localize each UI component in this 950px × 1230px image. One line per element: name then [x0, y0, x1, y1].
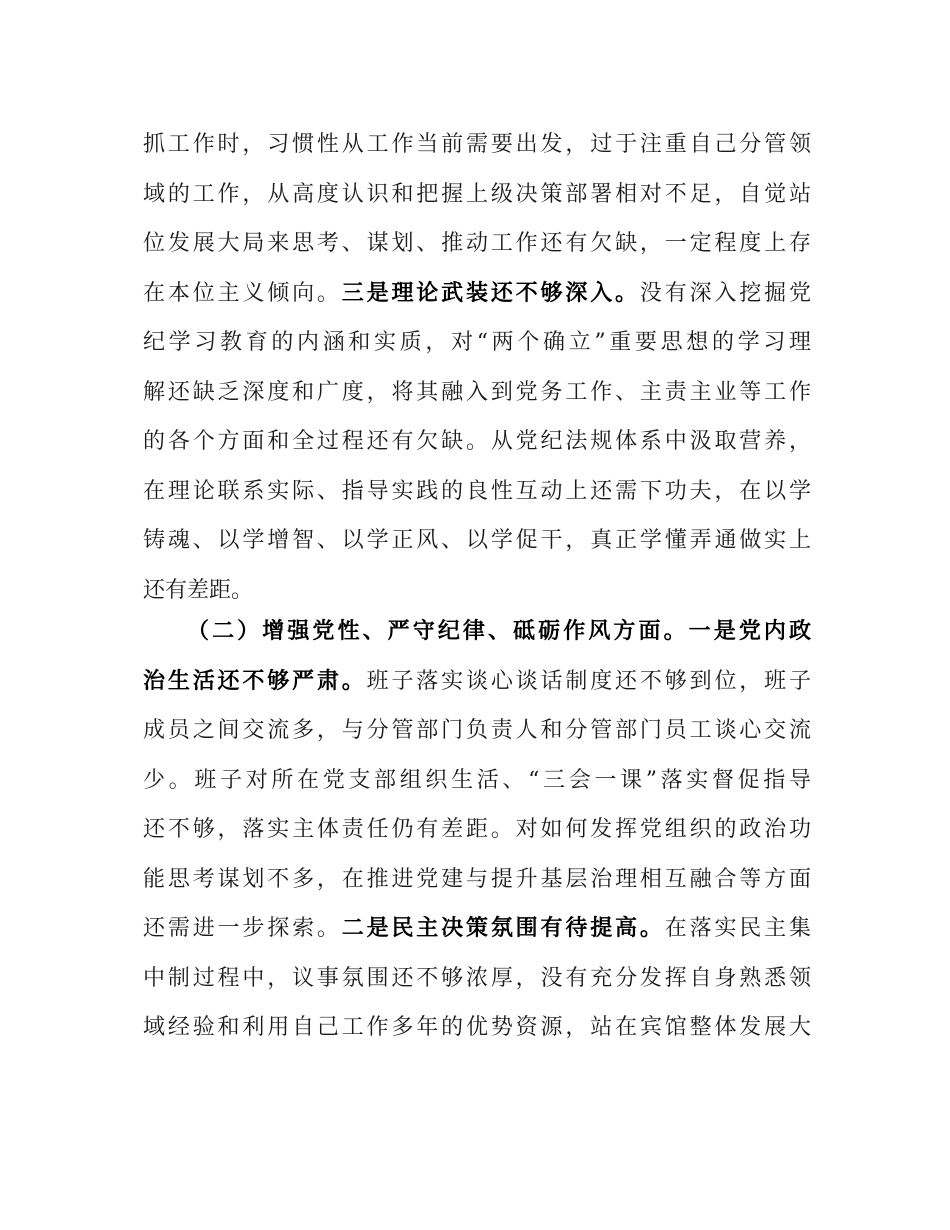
text-span: 没有深入挖掘党 — [639, 280, 811, 306]
text-line: 成员之间交流多，与分管部门负责人和分管部门员工谈心交流 — [143, 718, 811, 743]
text-line: 纪学习教育的内涵和实质，对“两个确立”重要思想的学习理 — [143, 330, 811, 355]
text-line: 位发展大局来思考、谋划、推动工作还有欠缺，一定程度上存 — [143, 231, 811, 256]
text-line: 中制过程中，议事氛围还不够浓厚，没有充分发挥自身熟悉领 — [143, 965, 811, 991]
section-heading-line: （二）增强党性、严守纪律、砥砺作风方面。一是党内政 — [187, 619, 811, 644]
text-line: 解还缺乏深度和广度，将其融入到党务工作、主责主业等工作 — [143, 379, 811, 405]
text-span: 在落实民主集 — [664, 916, 811, 941]
text-line-mixed — [143, 662, 811, 712]
text-line-mixed — [143, 909, 811, 959]
text-line: 少。班子对所在党支部组织生活、“三会一课”落实督促指导 — [143, 767, 811, 793]
bold-heading-span: 二是民主决策氛围有待提高。 — [341, 916, 665, 941]
paragraph-1 — [143, 125, 811, 620]
bold-heading-span: 治生活还不够严肃。 — [143, 668, 367, 694]
text-line: 域的工作，从高度认识和把握上级决策部署相对不足，自觉站 — [143, 181, 811, 207]
text-line: 能思考谋划不多，在推进党建与提升基层治理相互融合等方面 — [143, 866, 811, 892]
text-line: 抓工作时，习惯性从工作当前需要出发，过于注重自己分管领 — [143, 132, 811, 157]
text-line: 在理论联系实际、指导实践的良性互动上还需下功夫，在以学 — [143, 478, 811, 504]
text-line-mixed — [143, 274, 811, 324]
text-line: 的各个方面和全过程还有欠缺。从党纪法规体系中汲取营养， — [143, 429, 811, 454]
text-line: 铸魂、以学增智、以学正风、以学促干，真正学懂弄通做实上 — [143, 528, 811, 553]
text-line: 还有差距。 — [143, 577, 254, 603]
text-span: 班子落实谈心谈话制度还不够到位，班子 — [366, 668, 811, 694]
text-span: 还需进一步探索。 — [143, 916, 342, 941]
bold-heading-span: 三是理论武装还不够深入。 — [341, 280, 640, 306]
paragraph-2 — [143, 612, 811, 1058]
text-line: 还不够，落实主体责任仍有差距。对如何发挥党组织的政治功 — [143, 817, 811, 842]
text-span: 在本位主义倾向。 — [143, 280, 342, 306]
text-line: 域经验和利用自己工作多年的优势资源，站在宾馆整体发展大 — [143, 1015, 811, 1040]
